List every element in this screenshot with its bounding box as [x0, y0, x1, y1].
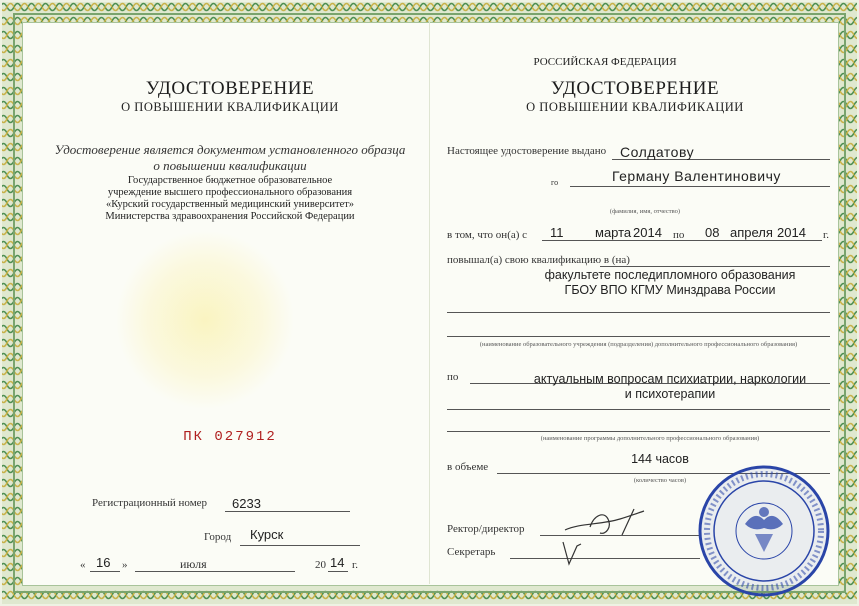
left-title: УДОСТОВЕРЕНИЕ [145, 78, 315, 99]
period-from-year: 2014 [633, 225, 662, 240]
secretary-signature [555, 538, 595, 568]
secretary-line [510, 558, 700, 559]
reg-number-label: Регистрационный номер [92, 497, 208, 509]
secretary-label: Секретарь [447, 546, 496, 558]
org-line-3 [447, 336, 830, 337]
recipient-given-names: Герману Валентиновичу [612, 168, 781, 184]
city-line [240, 545, 360, 546]
date-year-mark: г. [352, 559, 359, 571]
left-org-line2: учреждение высшего профессионального образования [107, 187, 353, 198]
official-seal-icon [695, 462, 833, 600]
recipient-surname: Солдатову [620, 144, 695, 160]
date-close-quote: » [122, 559, 128, 571]
date-year-suffix: 14 [330, 555, 345, 570]
issued-label: Настоящее удостоверение выдано [447, 145, 607, 157]
org-caption: (наименование образовательного учреждения (подразделения) дополнительного профессионального образования) [479, 341, 798, 348]
left-org-line3: «Курский государственный медицинский университет» [105, 199, 355, 210]
date-month-line [135, 571, 295, 572]
reg-number-value: 6233 [232, 496, 261, 511]
program-line2: и психотерапии [624, 387, 716, 401]
date-open-quote: « [80, 559, 86, 571]
rector-signature [560, 505, 650, 540]
course-org-line1: факультете последипломного образования [544, 268, 796, 282]
reg-number-line [225, 511, 350, 512]
period-to-day: 08 [705, 225, 720, 240]
improved-label: повышал(а) свою квалификацию в (на) [447, 254, 630, 266]
period-line [542, 240, 822, 241]
right-title: УДОСТОВЕРЕНИЕ [550, 78, 720, 99]
org-line-1 [600, 266, 830, 267]
period-to-year: 2014 [777, 225, 806, 240]
watermark-rosette [115, 230, 295, 410]
left-org-line4: Министерства здравоохранения Российской Федерации [105, 211, 355, 222]
date-year-line [328, 571, 348, 572]
period-from-month: марта [595, 225, 632, 240]
center-fold [429, 22, 430, 584]
period-to-label: по [673, 229, 685, 241]
date-day-line [90, 571, 120, 572]
volume-label: в объеме [447, 461, 489, 473]
program-line-2 [447, 409, 830, 410]
date-month: июля [180, 557, 207, 571]
by-label: по [447, 371, 459, 383]
city-value: Курск [250, 527, 284, 542]
right-subtitle: О ПОВЫШЕНИИ КВАЛИФИКАЦИИ [526, 100, 744, 114]
name-mark: го [551, 178, 559, 187]
left-italic-line2: о повышении квалификации [153, 158, 307, 173]
program-line-3 [447, 431, 830, 432]
volume-value: 144 часов [631, 452, 689, 466]
program-caption: (наименование программы дополнительного профессионального образования) [540, 435, 760, 442]
period-to-month: апреля [730, 225, 773, 240]
course-org-line2: ГБОУ ВПО КГМУ Минздрава России [564, 283, 776, 297]
org-line-2 [447, 312, 830, 313]
left-italic-line1: Удостоверение является документом установленного образца [54, 142, 406, 157]
period-year-mark: г. [823, 229, 830, 241]
period-label: в том, что он(а) с [447, 229, 528, 241]
right-header: РОССИЙСКАЯ ФЕДЕРАЦИЯ [533, 56, 677, 68]
name-caption: (фамилия, имя, отчество) [609, 208, 681, 215]
city-label: Город [204, 531, 232, 543]
left-subtitle: О ПОВЫШЕНИИ КВАЛИФИКАЦИИ [121, 100, 339, 114]
left-org-line1: Государственное бюджетное образовательное [127, 175, 333, 186]
program-line1: актуальным вопросам психиатрии, наркологии [533, 372, 807, 386]
volume-caption: (количество часов) [633, 477, 687, 484]
rector-label: Ректор/директор [447, 523, 525, 535]
serial-number: ПК 027912 [183, 429, 277, 445]
period-from-day: 11 [550, 225, 564, 240]
date-day: 16 [96, 555, 111, 570]
date-year-prefix: 20 [315, 559, 326, 571]
name-line-2 [570, 186, 830, 187]
